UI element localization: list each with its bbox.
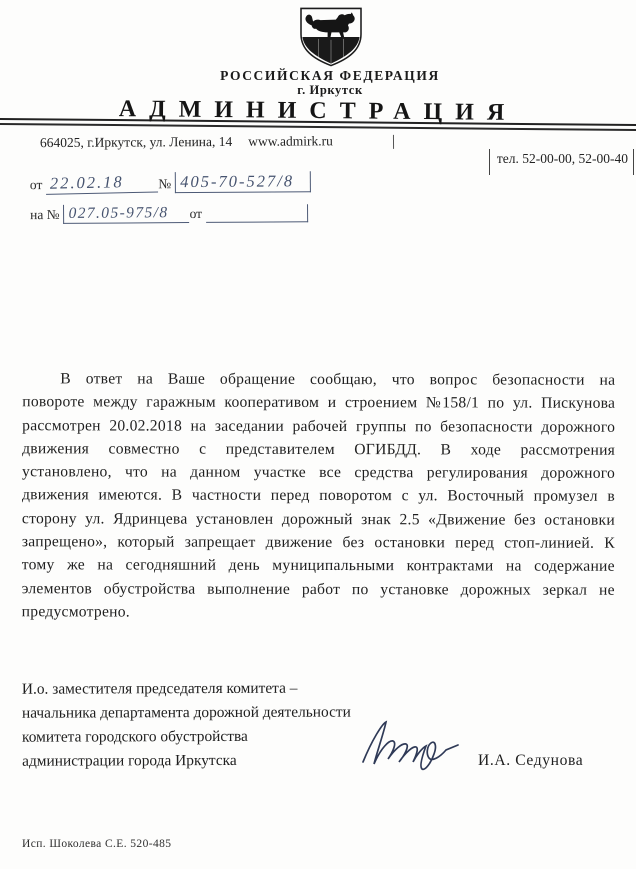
- incoming-reference-row: [30, 203, 360, 224]
- executor-note: Исп. Шоколева С.Е. 520-485: [22, 838, 172, 850]
- reference-block: [30, 171, 360, 235]
- organization-title: АДМИНИСТРАЦИЯ: [118, 96, 518, 126]
- number-label: №: [158, 176, 172, 192]
- reply-from-label: от: [189, 205, 203, 222]
- phone-line: тел. 52-00-00, 52-00-40: [489, 149, 634, 175]
- signer-title-line-1: И.о. заместителя председателя комитета –: [21, 679, 298, 698]
- organization-header: [0, 95, 636, 131]
- website-url: www.admirk.ru: [248, 133, 333, 149]
- outgoing-number-handwritten: 405-70-527/8: [175, 171, 311, 193]
- address-line: [40, 133, 394, 151]
- country-title: РОССИЙСКАЯ ФЕДЕРАЦИЯ: [220, 68, 440, 83]
- postal-address: 664025, г.Иркутск, ул. Ленина, 14: [39, 133, 233, 151]
- letter-body-paragraph: В ответ на Ваше обращение сообщаю, что вопрос безопасности на повороте между гаражным кооперативом и строением №158/1 по ул. Пискунова рассмотрен 20.02.2018 на заседании рабочей группы по безопасности дорожного движения совместно с представителем ОГИБДД. В ходе рассмотрения установлено, что на данном участке все средства регулирования дорожного движения имеются. В частности перед поворотом с ул. Восточный промузел в сторону ул. Ядринцева установлен дорожный знак 2.5 «Движение без остановки запрещено», который запрещает движение без остановки перед стоп-линией. К тому же на сегодняшний день муниципальными контрактами на содержание элементов обустройства выполнение работ по установке дорожных зеркал не предусмотрено.: [21, 370, 616, 621]
- outgoing-date-handwritten: 22.02.18: [46, 171, 158, 194]
- city-title: г. Иркутск: [297, 83, 363, 97]
- handwritten-signature: [358, 716, 470, 779]
- outgoing-reference-row: [30, 171, 360, 194]
- signer-name: И.А. Седунова: [478, 752, 584, 769]
- incoming-date-blank-field: [206, 204, 308, 223]
- from-label: от: [29, 177, 43, 193]
- irkutsk-coat-of-arms: [296, 7, 366, 67]
- signer-title-line-2: начальника департамента дорожной деятельности: [21, 703, 351, 722]
- signer-title-line-3: комитета городского обустройства: [22, 727, 248, 746]
- coat-of-arms-container: [0, 7, 636, 67]
- signer-title-line-4: администрации города Иркутска: [22, 751, 237, 770]
- incoming-number-handwritten: 027.05-975/8: [63, 204, 189, 224]
- address-separator-bar: [393, 135, 394, 149]
- reply-to-label: на №: [30, 206, 60, 223]
